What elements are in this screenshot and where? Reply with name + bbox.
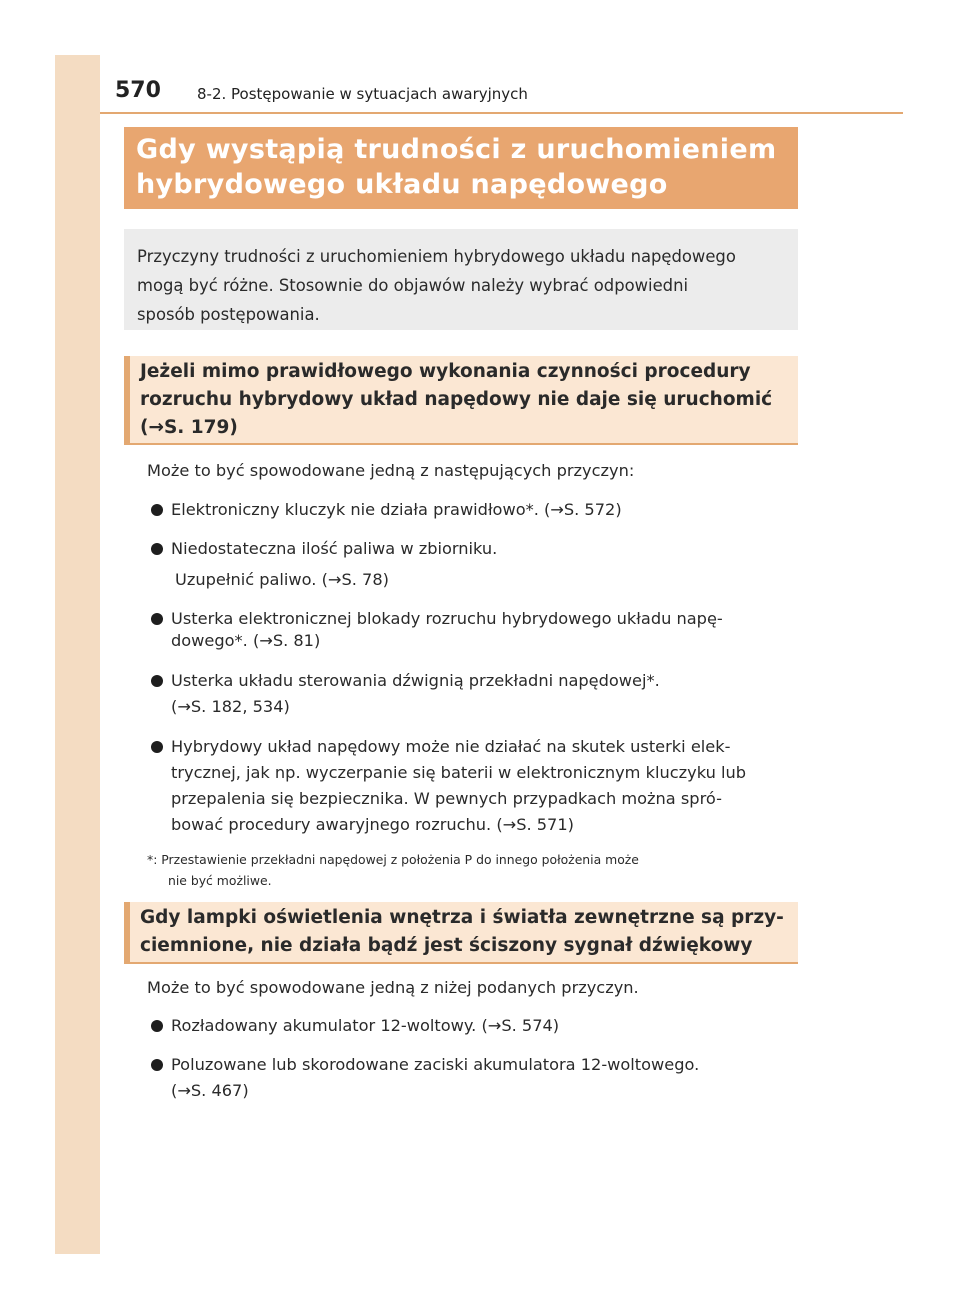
list-item-continuation: (→S. 182, 534) (171, 697, 290, 716)
list-item: Usterka elektronicznej blokady rozruchu hybrydowego układu napę- (171, 609, 723, 628)
list-item: Rozładowany akumulator 12-woltowy. (→S. 574) (171, 1016, 560, 1035)
page-title (124, 127, 798, 209)
list-item-continuation: (→S. 467) (171, 1081, 249, 1100)
section-heading-dim-lights (124, 902, 798, 964)
bullet-icon (151, 543, 163, 555)
bullet-icon (151, 1020, 163, 1032)
bullet-icon (151, 613, 163, 625)
list-item-continuation: przepalenia się bezpiecznika. W pewnych przypadkach można spró- (171, 789, 722, 808)
section-heading-line: (→S. 179) (140, 417, 238, 438)
list-item-continuation: Uzupełnić paliwo. (→S. 78) (175, 570, 389, 589)
list-item: Hybrydowy układ napędowy może nie działać na skutek usterki elek- (171, 737, 731, 756)
section-lead: Może to być spowodowane jedną z niżej podanych przyczyn. (147, 978, 639, 997)
section-heading-line: Gdy lampki oświetlenia wnętrza i światła zewnętrzne są przy- (140, 907, 784, 928)
chapter-title: 8-2. Postępowanie w sytuacjach awaryjnych (197, 85, 528, 103)
side-margin-strip (55, 55, 100, 1254)
intro-line: mogą być różne. Stosownie do objawów należy wybrać odpowiedni (137, 276, 689, 295)
section-heading-line: rozruchu hybrydowy układ napędowy nie daje się uruchomić (140, 389, 773, 410)
section-heading-line: Jeżeli mimo prawidłowego wykonania czynności procedury (140, 361, 751, 382)
list-item: Poluzowane lub skorodowane zaciski akumulatora 12-woltowego. (171, 1055, 700, 1074)
list-item-continuation: dowego*. (→S. 81) (171, 631, 321, 650)
list-item-continuation: trycznej, jak np. wyczerpanie się baterii w elektronicznym kluczyku lub (171, 763, 747, 782)
bullet-icon (151, 675, 163, 687)
list-item: Usterka układu sterowania dźwignią przekładni napędowej*. (171, 671, 660, 690)
bullet-icon (151, 504, 163, 516)
page-title-line: Gdy wystąpią trudności z uruchomieniem (136, 134, 777, 165)
section-heading-engine-not-starting (124, 356, 798, 445)
page-header (100, 55, 903, 114)
section-heading-line: ciemnione, nie działa bądź jest ściszony sygnał dźwiękowy (140, 935, 753, 956)
intro-line: Przyczyny trudności z uruchomieniem hybrydowego układu napędowego (137, 247, 736, 266)
section-lead: Może to być spowodowane jedną z następujących przyczyn: (147, 461, 635, 480)
intro-box (124, 229, 798, 330)
footnote: *: Przestawienie przekładni napędowej z położenia P do innego położenia może (147, 852, 639, 867)
list-item-continuation: bować procedury awaryjnego rozruchu. (→S. 571) (171, 815, 574, 834)
list-item: Elektroniczny kluczyk nie działa prawidłowo*. (→S. 572) (171, 500, 622, 519)
footnote-continuation: nie być możliwe. (168, 873, 272, 888)
intro-line: sposób postępowania. (137, 305, 320, 324)
page-title-line: hybrydowego układu napędowego (136, 169, 668, 200)
bullet-icon (151, 741, 163, 753)
list-item: Niedostateczna ilość paliwa w zbiorniku. (171, 539, 498, 558)
page-number: 570 (115, 78, 161, 103)
bullet-icon (151, 1059, 163, 1071)
